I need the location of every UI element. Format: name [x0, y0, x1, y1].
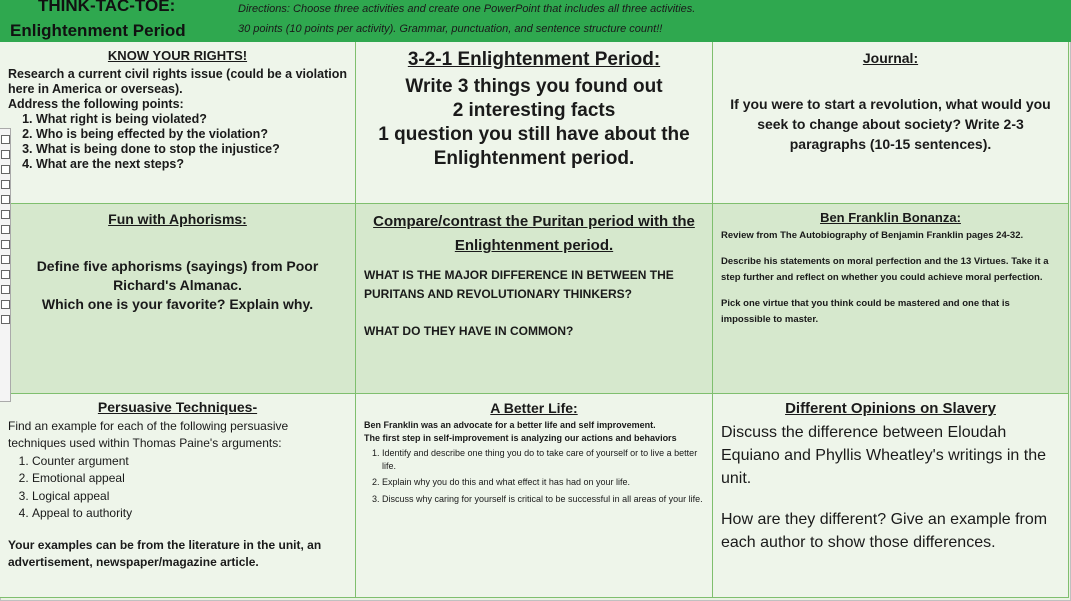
header-bar [0, 0, 1071, 42]
cell-text: Write 3 things you found out [405, 76, 663, 97]
list-item: 4. Appeal to authority [32, 505, 347, 523]
toolbar-button[interactable] [1, 285, 10, 294]
cell-compare-contrast [356, 204, 713, 394]
activity-grid [0, 42, 1069, 598]
cell-title: Compare/contrast the Puritan period with the Enlightenment period. [373, 213, 695, 254]
cell-better-life [356, 394, 713, 598]
cell-persuasive-techniques [0, 394, 356, 598]
toolbar-button[interactable] [1, 150, 10, 159]
question-list [8, 112, 347, 172]
list-item: 3. Discuss why caring for yourself is critical to be successful in all areas of your life. [382, 493, 704, 506]
cell-text: If you were to start a revolution, what would you seek to change about society? Write 2-3 paragraphs (10-15 sentences). [730, 96, 1051, 152]
cell-text: WHAT DO THEY HAVE IN COMMON? [364, 324, 574, 338]
cell-text: Your examples can be from the literature in the unit, an advertisement, newspaper/magazine article. [8, 537, 322, 569]
cell-text: Ben Franklin was an advocate for a better life and self improvement. [364, 420, 656, 430]
toolbar-button[interactable] [1, 180, 10, 189]
toolbar-button[interactable] [1, 255, 10, 264]
cell-text: The first step in self-improvement is analyzing our actions and behaviors [364, 432, 677, 443]
cell-aphorisms [0, 204, 356, 394]
cell-know-your-rights [0, 42, 356, 204]
cell-text: Which one is your favorite? Explain why. [41, 296, 314, 312]
toolbar-button[interactable] [1, 240, 10, 249]
directions-line-1: Directions: Choose three activities and create one PowerPoint that includes all three activities. [238, 3, 696, 15]
cell-opinions-slavery [713, 394, 1069, 598]
cell-text: WHAT IS THE MAJOR DIFFERENCE IN BETWEEN THE PURITANS AND REVOLUTIONARY THINKERS? [364, 268, 674, 301]
cell-text: Define five aphorisms (sayings) from Poor Richard's Almanac. [36, 258, 319, 293]
cell-title: KNOW YOUR RIGHTS! [107, 48, 248, 63]
toolbar-button[interactable] [1, 225, 10, 234]
toolbar-button[interactable] [1, 315, 10, 324]
toolbar-button[interactable] [1, 135, 10, 144]
cell-text: Address the following points: [8, 97, 184, 111]
list-item: 2. Who is being effected by the violation? [36, 127, 347, 142]
list-item: 1. Identify and describe one thing you do to take care of yourself or to live a better life. [382, 447, 704, 472]
cell-text: How are they different? Give an example from each author to show those differences. [721, 511, 1048, 551]
list-item: 3. Logical appeal [32, 488, 347, 506]
list-item: 4. What are the next steps? [36, 157, 347, 172]
cell-text: 1 question you still have about the Enlightenment period. [378, 124, 690, 169]
cell-3-2-1 [356, 42, 713, 204]
cell-journal [713, 42, 1069, 204]
cell-text: Find an example for each of the following persuasive techniques used within Thomas Paine's arguments: [8, 418, 289, 450]
toolbar-button[interactable] [1, 300, 10, 309]
cell-text: 2 interesting facts [452, 100, 616, 121]
cell-title: Journal: [862, 50, 919, 66]
toolbar-button[interactable] [1, 195, 10, 204]
cell-title: A Better Life: [490, 400, 578, 416]
cell-text: Describe his statements on moral perfection and the 13 Virtues. Take it a step further and reflect on whether you could achieve moral perfection. [721, 256, 1049, 283]
cell-title: 3-2-1 Enlightenment Period: [407, 49, 661, 70]
toolbar-button[interactable] [1, 270, 10, 279]
title-line-2: Enlightenment Period [10, 21, 186, 40]
directions-line-2: 30 points (10 points per activity). Grammar, punctuation, and sentence structure count!! [238, 23, 663, 35]
title-line-1: THINK-TAC-TOE: [38, 0, 176, 15]
cell-title: Fun with Aphorisms: [108, 211, 247, 227]
list-item: 3. What is being done to stop the injustice? [36, 142, 347, 157]
directions [238, 0, 695, 39]
side-toolbar [0, 128, 11, 402]
list-item: 1. Counter argument [32, 453, 347, 471]
technique-list [8, 453, 347, 523]
list-item: 1. What right is being violated? [36, 112, 347, 127]
cell-text: Research a current civil rights issue (could be a violation here in America or overseas). [8, 67, 347, 96]
cell-title: Different Opinions on Slavery [785, 400, 996, 417]
step-list [364, 447, 704, 505]
toolbar-button[interactable] [1, 165, 10, 174]
page-title [10, 0, 186, 41]
cell-text: Review from The Autobiography of Benjamin Franklin pages 24-32. [721, 230, 1024, 241]
list-item: 2. Emotional appeal [32, 470, 347, 488]
cell-title: Persuasive Techniques- [97, 399, 258, 415]
cell-text: Pick one virtue that you think could be mastered and one that is impossible to master. [721, 298, 1010, 325]
cell-title: Ben Franklin Bonanza: [820, 210, 961, 225]
toolbar-button[interactable] [1, 210, 10, 219]
cell-franklin-bonanza [713, 204, 1069, 394]
cell-text: Discuss the difference between Eloudah Equiano and Phyllis Wheatley's writings in the unit. [721, 424, 1046, 487]
list-item: 2. Explain why you do this and what effect it has had on your life. [382, 476, 704, 489]
